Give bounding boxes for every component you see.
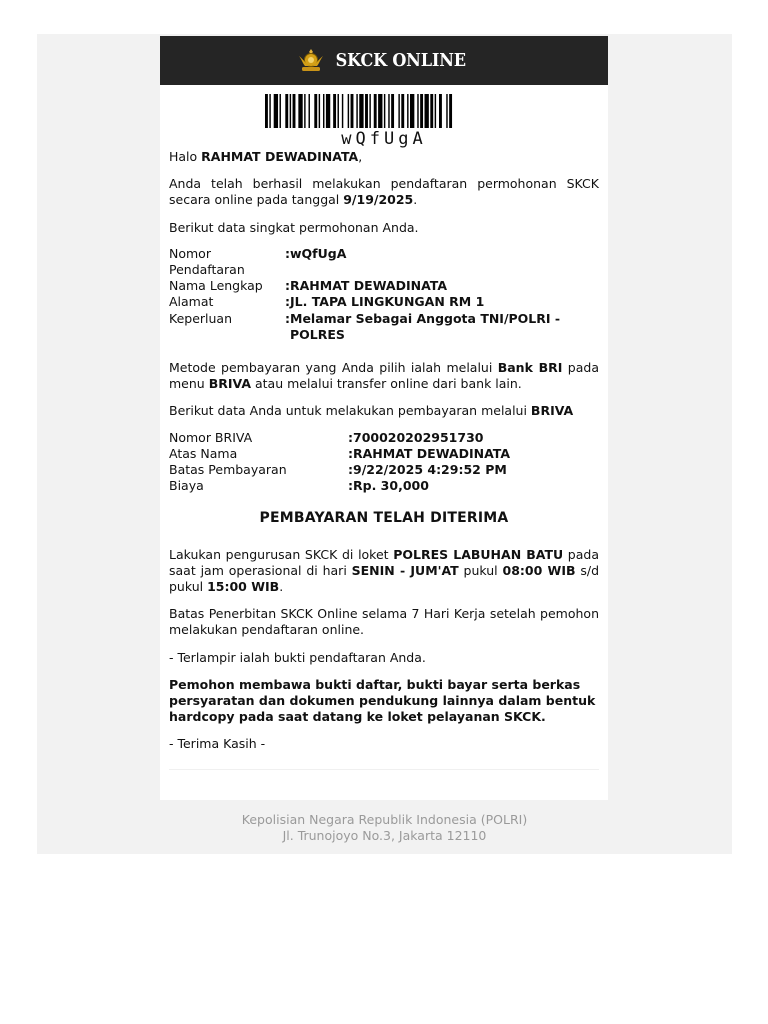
table-row [169, 446, 510, 462]
police-emblem-icon [296, 48, 326, 74]
barcode-bar [417, 94, 418, 128]
field-label: Biaya [169, 478, 204, 494]
field-value: :Rp. 30,000 [348, 478, 429, 494]
table-row [169, 278, 565, 294]
barcode-bar [391, 94, 394, 128]
table-row [169, 430, 510, 446]
barcode-bar [304, 94, 305, 128]
barcode-bar [333, 94, 336, 128]
table-row [169, 294, 565, 310]
table-row [169, 311, 565, 343]
barcode-bar [293, 94, 296, 128]
barcode-bar [365, 94, 368, 128]
barcode-bar [420, 94, 423, 128]
barcode-bar [323, 94, 324, 128]
barcode-bar [338, 94, 339, 128]
field-label: Batas Pembayaran [169, 462, 287, 478]
barcode-image [265, 94, 503, 128]
barcode-bar [314, 94, 317, 128]
barcode-bar [359, 94, 363, 128]
barcode-bar [398, 94, 399, 128]
field-value: :RAHMAT DEWADINATA [285, 278, 448, 294]
registration-table [169, 246, 565, 343]
barcode-bar [298, 94, 302, 128]
payment-status-heading: PEMBAYARAN TELAH DITERIMA [259, 510, 509, 527]
barcode-bar [449, 94, 452, 128]
barcode-code: wQfUgA [341, 129, 427, 149]
barcode-bar [356, 94, 357, 128]
barcode-bar [407, 94, 408, 128]
barcode-bar [430, 94, 433, 128]
barcode-bar [374, 94, 377, 128]
instructions-paragraph: Lakukan pengurusan SKCK di loket POLRES LABUHAN BATU pada saat jam operasional di hari SENIN - JUM'AT pukul 08:00 WIB s/d pukul 15:00 WIB. [169, 546, 600, 595]
briva-intro: Berikut data Anda untuk melakukan pembayaran melalui BRIVA [169, 403, 574, 419]
summary-intro: Berikut data singkat permohonan Anda. [169, 219, 419, 235]
barcode-bar [446, 94, 447, 128]
payment-method-paragraph: Metode pembayaran yang Anda pilih ialah melalui Bank BRI pada menu BRIVA atau melalui transfer online dari bank lain. [169, 360, 599, 392]
barcode-bar [378, 94, 382, 128]
registration-barcode [160, 85, 608, 149]
field-value: :700020202951730 [348, 429, 484, 445]
footer-organization: Kepolisian Negara Republik Indonesia (POLRI) [241, 812, 528, 827]
barcode-bar [348, 94, 349, 128]
barcode-bar [351, 94, 354, 128]
barcode-bar [425, 94, 429, 128]
email-body [160, 149, 608, 770]
table-row [169, 462, 510, 478]
barcode-bar [342, 94, 343, 128]
barcode-bar [285, 94, 288, 128]
deadline-note: Batas Penerbitan SKCK Online selama 7 Hari Kerja setelah pemohon melakukan pendaftaran online. [169, 606, 599, 638]
email-card [160, 36, 608, 800]
barcode-bar [309, 94, 310, 128]
table-row [169, 478, 510, 494]
bring-documents-note: Pemohon membawa bukti daftar, bukti bayar serta berkas persyaratan dan dokumen pendukung lainnya dalam bentuk hardcopy pada saat datang ke loket pelayanan SKCK. [169, 676, 596, 725]
field-label: Keperluan [169, 310, 233, 326]
field-label: Nama Lengkap [169, 278, 263, 294]
registration-date: 9/19/2025 [343, 192, 414, 208]
briva-table [169, 430, 510, 495]
barcode-bar [369, 94, 370, 128]
barcode-bar [269, 94, 270, 128]
barcode-bar [388, 94, 389, 128]
field-value: :JL. TAPA LINGKUNGAN RM 1 [285, 294, 485, 310]
intro-paragraph: Anda telah berhasil melakukan pendaftaran permohonan SKCK secara online pada tanggal 9/19/2025. [169, 176, 599, 208]
barcode-bar [265, 94, 268, 128]
field-label: Nomor Pendaftaran [169, 245, 245, 278]
email-background [37, 34, 732, 854]
table-row [169, 246, 565, 278]
field-value: :wQfUgA [285, 245, 347, 261]
field-label: Nomor BRIVA [169, 429, 253, 445]
barcode-bar [326, 94, 330, 128]
barcode-bar [290, 94, 291, 128]
applicant-name: RAHMAT DEWADINATA [201, 149, 359, 164]
brand-title: SKCK ONLINE [335, 50, 467, 71]
barcode-bar [280, 94, 281, 128]
closing-text: - Terima Kasih - [169, 736, 266, 752]
barcode-bar [319, 94, 320, 128]
greeting: Halo RAHMAT DEWADINATA, [169, 149, 363, 164]
field-value: : Melamar Sebagai Anggota TNI/POLRI - POLRES [285, 310, 561, 342]
header-bar [160, 36, 608, 85]
field-value: :RAHMAT DEWADINATA [348, 445, 511, 461]
barcode-bar [435, 94, 436, 128]
field-value: :9/22/2025 4:29:52 PM [348, 462, 507, 478]
barcode-bar [401, 94, 404, 128]
barcode-bar [274, 94, 278, 128]
footer [37, 812, 732, 844]
field-label: Alamat [169, 294, 214, 310]
barcode-bar [384, 94, 385, 128]
barcode-bar [410, 94, 414, 128]
attachment-note: - Terlampir ialah bukti pendaftaran Anda. [169, 649, 426, 665]
field-label: Atas Nama [169, 445, 238, 461]
barcode-bar [439, 94, 442, 128]
footer-address: Jl. Trunojoyo No.3, Jakarta 12110 [282, 828, 487, 843]
divider [169, 769, 599, 770]
